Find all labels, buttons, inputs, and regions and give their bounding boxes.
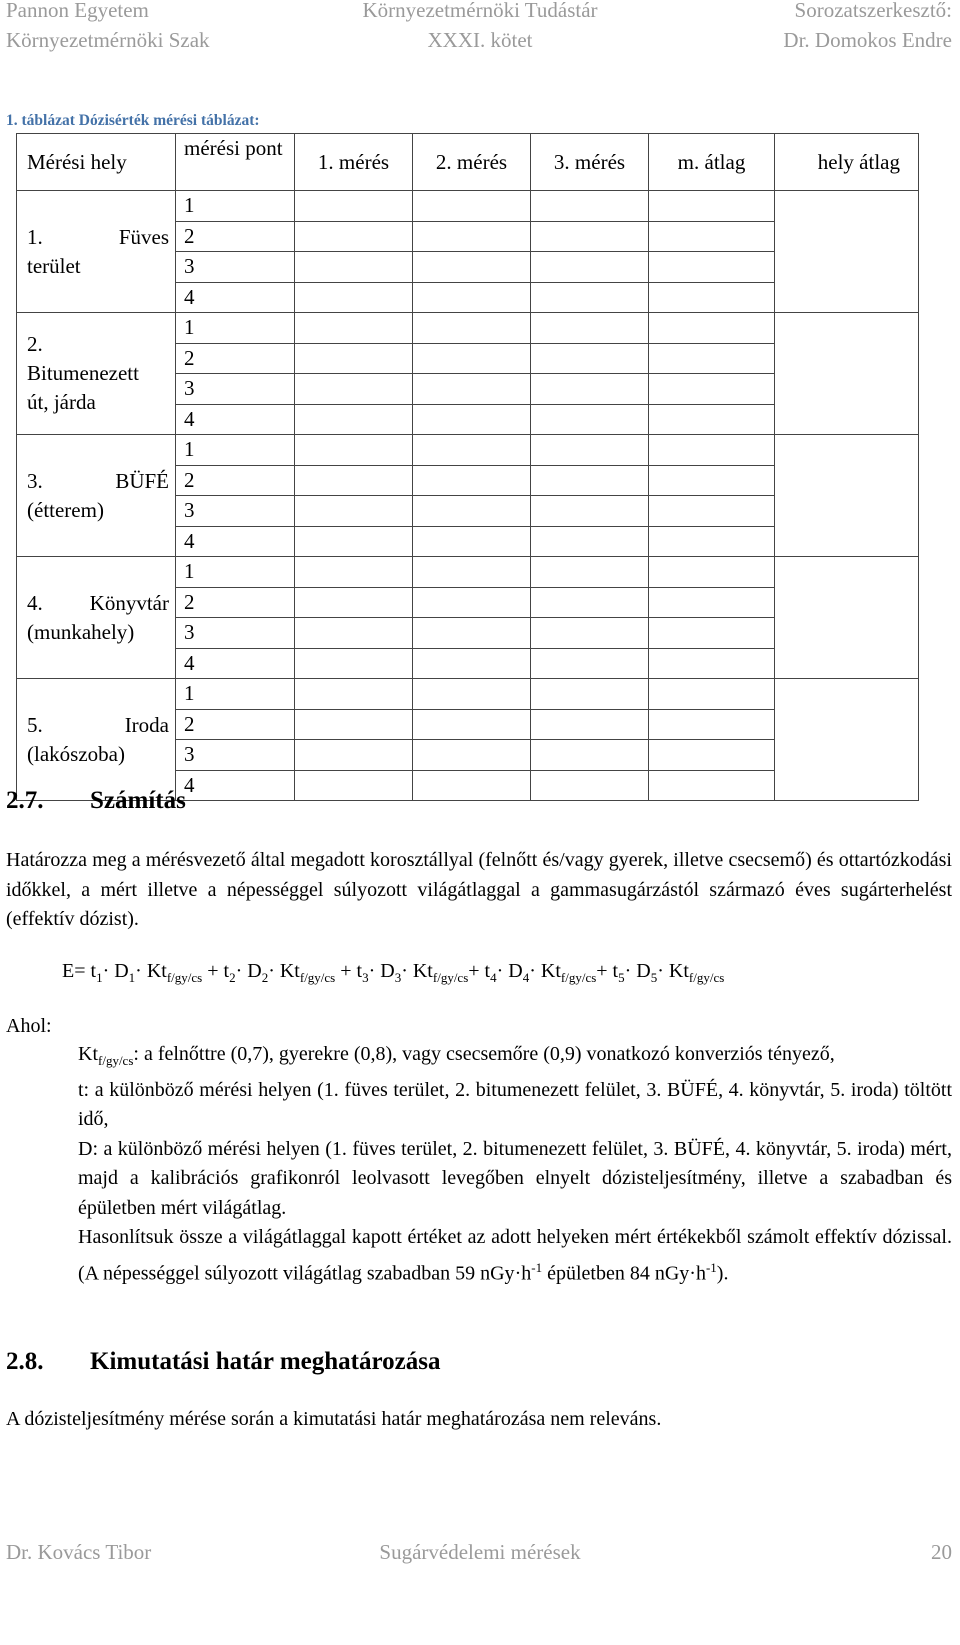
value-cell <box>413 709 531 740</box>
value-cell <box>295 618 413 649</box>
point-number: 2 <box>176 587 295 618</box>
place-label: 5. Iroda <box>27 712 169 737</box>
value-cell <box>413 221 531 252</box>
value-cell <box>649 618 775 649</box>
col-header-avg: m. átlag <box>649 134 775 191</box>
page-header <box>0 0 960 60</box>
definition-kt: $Kt_{f/gy/cs}$: a felnőttre (0,7), gyerekre (0,8), vagy csecsemőre (0,9) vonatkozó konverziós tényező, <box>78 1043 835 1068</box>
point-number: 3 <box>176 740 295 771</box>
point-number: 1 <box>176 191 295 222</box>
value-cell <box>413 496 531 527</box>
value-cell <box>295 709 413 740</box>
value-cell <box>531 221 649 252</box>
value-cell <box>413 557 531 588</box>
header-volume: XXXI. kötet <box>427 28 533 52</box>
table-header-row <box>17 134 919 191</box>
value-cell <box>413 374 531 405</box>
value-cell <box>649 465 775 496</box>
footer-title: Sugárvédelemi mérések <box>379 1540 581 1564</box>
value-cell <box>295 679 413 710</box>
place-cell <box>17 191 176 313</box>
value-cell <box>649 587 775 618</box>
value-cell <box>295 557 413 588</box>
value-cell <box>649 648 775 679</box>
value-cell <box>413 465 531 496</box>
place-label: 4. Könyvtár <box>27 590 169 615</box>
value-cell <box>413 252 531 283</box>
place-label: Bitumenezett <box>27 361 139 385</box>
place-label: út, járda <box>27 390 96 414</box>
value-cell <box>649 374 775 405</box>
col-header-place-avg: hely átlag <box>775 134 919 191</box>
place-label: (étterem) <box>27 497 104 522</box>
value-cell <box>295 252 413 283</box>
point-number: 4 <box>176 404 295 435</box>
footer-author: Dr. Kovács Tibor <box>6 1540 152 1564</box>
place-average-cell <box>775 191 919 313</box>
value-cell <box>295 191 413 222</box>
value-cell <box>295 496 413 527</box>
table-row <box>17 313 919 344</box>
comparison-paragraph: Hasonlítsuk össze a világátlaggal kapott értéket az adott helyeken mért értékekből számolt effektív dózissal. (A népességgel súlyozott világátlag szabadban 59 $nGy\cdot h^{-1}$ épületben 84 $nGy\cdot h^{-1}$). <box>78 1226 952 1285</box>
calculation-paragraph: Határozza meg a mérésvezető által megadott korosztállyal (felnőtt és/vagy gyerek, illetve csecsemő) és ottartózkodási időkkel, a mért illetve a népességgel súlyozott világátlaggal a gammasugárzástól származó éves sugárterhelést (effektív dózist). <box>6 849 952 930</box>
value-cell <box>649 343 775 374</box>
definitions <box>78 1040 952 1289</box>
section-number: 2.8. <box>6 1348 44 1375</box>
section-heading-2-8 <box>6 1348 440 1376</box>
point-number: 3 <box>176 618 295 649</box>
value-cell <box>531 557 649 588</box>
value-cell <box>413 282 531 313</box>
header-series: Környezetmérnöki Tudástár <box>362 0 598 22</box>
point-number: 2 <box>176 221 295 252</box>
detection-limit-paragraph: A dózisteljesítmény mérése során a kimutatási határ meghatározása nem releváns. <box>6 1408 662 1430</box>
point-number: 1 <box>176 313 295 344</box>
col-header-m2: 2. mérés <box>413 134 531 191</box>
place-label: (munkahely) <box>27 619 135 644</box>
point-number: 4 <box>176 526 295 557</box>
value-cell <box>295 526 413 557</box>
value-cell <box>531 313 649 344</box>
header-university: Pannon Egyetem <box>6 0 149 22</box>
value-cell <box>531 282 649 313</box>
value-cell <box>649 770 775 801</box>
value-cell <box>531 587 649 618</box>
point-number: 3 <box>176 496 295 527</box>
value-cell <box>531 465 649 496</box>
value-cell <box>413 679 531 710</box>
value-cell <box>295 343 413 374</box>
value-cell <box>295 313 413 344</box>
place-average-cell <box>775 435 919 557</box>
place-average-cell <box>775 679 919 801</box>
page-number: 20 <box>931 1540 952 1564</box>
value-cell <box>295 282 413 313</box>
value-cell <box>649 191 775 222</box>
definition-t: t: a különböző mérési helyen (1. füves terület, 2. bitumenezett felület, 3. BÜFÉ, 4. könyvtár, 5. iroda) töltött idő, <box>78 1078 952 1130</box>
table-row <box>17 191 919 222</box>
value-cell <box>295 740 413 771</box>
value-cell <box>413 343 531 374</box>
value-cell <box>649 709 775 740</box>
value-cell <box>649 282 775 313</box>
value-cell <box>413 740 531 771</box>
point-number: 4 <box>176 282 295 313</box>
table-caption: 1. táblázat Dózisérték mérési táblázat: <box>6 112 260 129</box>
value-cell <box>649 221 775 252</box>
point-number: 2 <box>176 343 295 374</box>
point-number: 2 <box>176 465 295 496</box>
point-number: 3 <box>176 374 295 405</box>
value-cell <box>295 770 413 801</box>
formula-lhs: E= <box>62 960 91 982</box>
value-cell <box>531 526 649 557</box>
place-label: 1. Füves <box>27 224 169 249</box>
value-cell <box>649 404 775 435</box>
value-cell <box>531 770 649 801</box>
value-cell <box>531 404 649 435</box>
point-number: 3 <box>176 252 295 283</box>
value-cell <box>649 526 775 557</box>
value-cell <box>649 435 775 466</box>
dose-formula: $E= t_1\cdot D_1\cdot Kt_{f/gy/cs} + t_2\cdot D_2\cdot Kt_{f/gy/cs} + t_3\cdot D_3\cdot Kt_{f/gy/cs}+ t_4\cdot D_4\cdot Kt_{f/gy/cs}+ t_5\cdot D_5\cdot Kt_{f/gy/cs}$ <box>62 960 725 985</box>
value-cell <box>295 404 413 435</box>
ahol-label: Ahol: <box>6 1015 52 1037</box>
value-cell <box>295 435 413 466</box>
place-label: 2. <box>27 332 43 356</box>
value-cell <box>295 465 413 496</box>
value-cell <box>649 557 775 588</box>
value-cell <box>531 343 649 374</box>
value-cell <box>295 587 413 618</box>
header-editor-label: Sorozatszerkesztő: <box>794 0 952 22</box>
place-average-cell <box>775 557 919 679</box>
place-label: (lakószoba) <box>27 741 125 766</box>
value-cell <box>295 648 413 679</box>
value-cell <box>413 435 531 466</box>
value-cell <box>413 404 531 435</box>
value-cell <box>413 618 531 649</box>
col-header-place: Mérési hely <box>17 134 176 191</box>
place-cell <box>17 435 176 557</box>
value-cell <box>649 740 775 771</box>
value-cell <box>649 679 775 710</box>
value-cell <box>295 374 413 405</box>
place-label: 3. BÜFÉ <box>27 468 169 493</box>
point-number: 2 <box>176 709 295 740</box>
value-cell <box>531 618 649 649</box>
dose-table <box>16 133 919 801</box>
value-cell <box>413 587 531 618</box>
value-cell <box>413 191 531 222</box>
header-program: Környezetmérnöki Szak <box>6 28 210 52</box>
table-row <box>17 557 919 588</box>
definition-d: D: a különböző mérési helyen (1. füves terület, 2. bitumenezett felület, 3. BÜFÉ, 4. könyvtár, 5. iroda) mért, majd a kalibrációs grafikonról leolvasott levegőben elnyelt dózisteljesítmény, illetve a szabadban és épületben mért világátlag. <box>78 1137 952 1219</box>
value-cell <box>413 770 531 801</box>
col-header-point: mérési pont <box>176 134 295 191</box>
value-cell <box>649 313 775 344</box>
section-heading-2-7 <box>6 787 186 815</box>
place-cell <box>17 557 176 679</box>
section-title: Kimutatási határ meghatározása <box>90 1348 441 1375</box>
point-number: 1 <box>176 679 295 710</box>
value-cell <box>531 374 649 405</box>
place-cell <box>17 313 176 435</box>
value-cell <box>531 191 649 222</box>
value-cell <box>531 740 649 771</box>
point-number: 1 <box>176 435 295 466</box>
place-cell <box>17 679 176 801</box>
value-cell <box>413 313 531 344</box>
section-title: Számítás <box>90 787 186 814</box>
table-row <box>17 679 919 710</box>
value-cell <box>413 648 531 679</box>
table-row <box>17 435 919 466</box>
value-cell <box>531 648 649 679</box>
point-number: 1 <box>176 557 295 588</box>
section-number: 2.7. <box>6 787 44 814</box>
value-cell <box>413 526 531 557</box>
value-cell <box>531 435 649 466</box>
value-cell <box>649 252 775 283</box>
point-number: 4 <box>176 648 295 679</box>
col-header-m1: 1. mérés <box>295 134 413 191</box>
col-header-m3: 3. mérés <box>531 134 649 191</box>
value-cell <box>531 679 649 710</box>
point-number: 4 <box>176 770 295 801</box>
value-cell <box>531 496 649 527</box>
place-label: terület <box>27 253 81 278</box>
value-cell <box>531 252 649 283</box>
value-cell <box>531 709 649 740</box>
place-average-cell <box>775 313 919 435</box>
value-cell <box>295 221 413 252</box>
header-editor-name: Dr. Domokos Endre <box>783 28 952 52</box>
value-cell <box>649 496 775 527</box>
